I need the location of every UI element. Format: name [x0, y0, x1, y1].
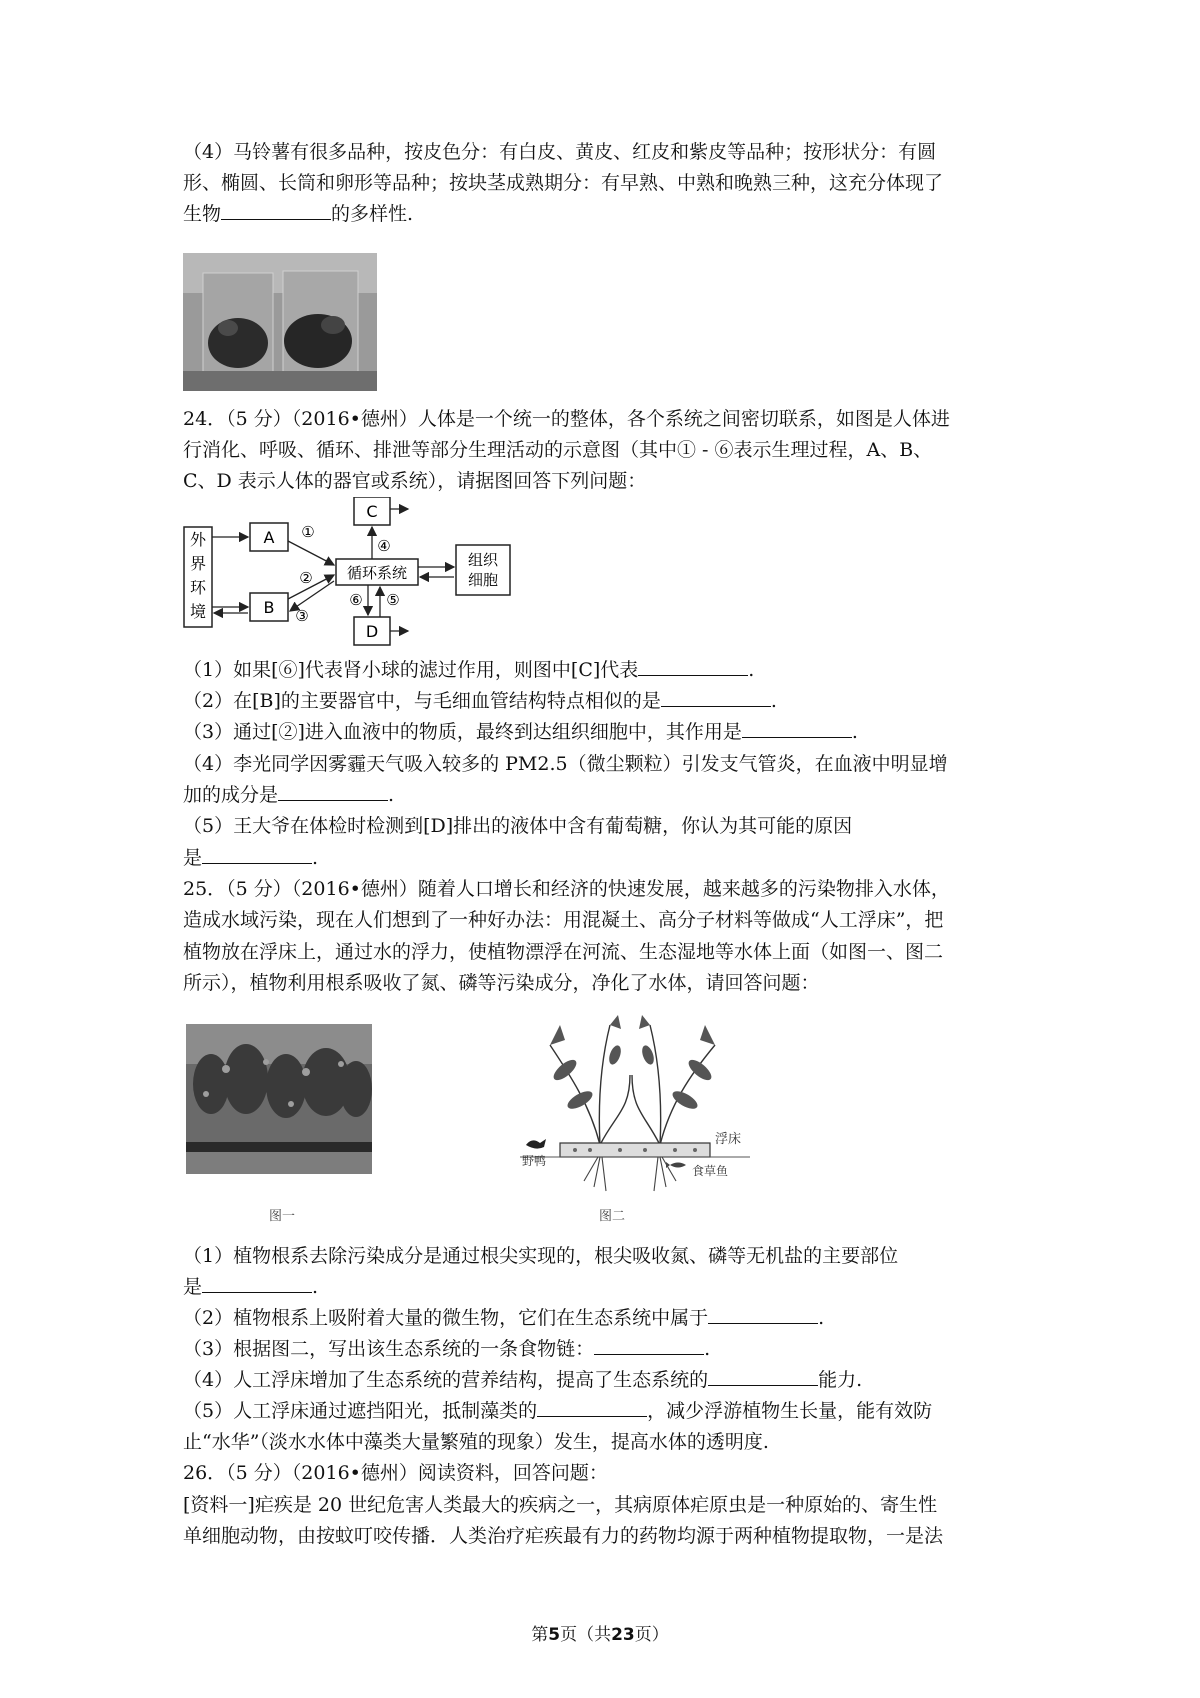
q25-text-line-4: 所示），植物利用根系吸收了氮、磷等污染成分，净化了水体，请回答问题：: [183, 972, 820, 994]
answer-blank[interactable]: [708, 1365, 818, 1386]
q24-text-line-1: 24．（5 分）（2016•德州）人体是一个统一的整体，各个系统之间密切联系，如图是人体进: [183, 408, 950, 430]
wild-duck-label: 野鸭: [522, 1154, 547, 1168]
organ-a-label: A: [263, 528, 275, 547]
process-3-label: ③: [295, 607, 309, 625]
q25-sub-3-text: （3）根据图二，写出该生态系统的一条食物链：: [183, 1338, 595, 1360]
q24-sub-5-line-1: （5）王大爷在体检时检测到[D]排出的液体中含有葡萄糖，你认为其可能的原因: [183, 815, 853, 837]
answer-blank[interactable]: [202, 1272, 312, 1293]
q24-sub-3: [183, 717, 858, 747]
q24-text-line-2: 行消化、呼吸、循环、排泄等部分生理活动的示意图（其中① - ⑥表示生理过程，A、B、: [183, 439, 933, 461]
answer-blank[interactable]: [742, 717, 852, 738]
q24-sub-5-text: 是: [183, 847, 203, 869]
q26-text-line-3: 单细胞动物，由按蚊叮咬传播．人类治疗疟疾最有力的药物均源于两种植物提取物，一是法: [183, 1525, 944, 1547]
tissue-cell-label-2: 细胞: [467, 571, 499, 589]
q25-sub-1-text: 是: [183, 1276, 203, 1298]
answer-blank[interactable]: [278, 780, 388, 801]
process-1-label: ①: [301, 523, 315, 541]
q24-sub-4-line-1: （4）李光同学因雾霾天气吸入较多的 PM2.5（微尘颗粒）引发支气管炎，在血液中明显增: [183, 753, 948, 775]
q24-text-line-3: C、D 表示人体的器官或系统），请据图回答下列问题：: [183, 470, 647, 492]
tissue-cell-label-1: 组织: [467, 551, 499, 569]
q26-text-line-1: 26．（5 分）（2016•德州）阅读资料，回答问题：: [183, 1462, 608, 1484]
environment-label-3: 环: [189, 578, 207, 597]
answer-blank[interactable]: [221, 199, 331, 220]
potato-plant-photo: [183, 253, 377, 391]
q25-sub-4: [183, 1365, 862, 1395]
q25-text-line-1: 25．（5 分）（2016•德州）随着人口增长和经济的快速发展，越来越多的污染物排入水体，: [183, 878, 950, 900]
footer-suffix: 页）: [634, 1625, 669, 1645]
q23-text-prefix: 生物: [183, 203, 222, 225]
figure-1-caption-text: 图一: [268, 1209, 296, 1224]
floating-bed-label: 浮床: [715, 1132, 742, 1147]
q24-sub-3-text: （3）通过[②]进入血液中的物质，最终到达组织细胞中，其作用是: [183, 721, 742, 743]
q25-sub-1-line-1: （1）植物根系去除污染成分是通过根尖实现的，根尖吸收氮、磷等无机盐的主要部位: [183, 1245, 899, 1267]
answer-blank[interactable]: [638, 655, 748, 676]
answer-blank[interactable]: [537, 1396, 647, 1417]
q25-sub-3: [183, 1334, 710, 1364]
q23-text-line-2: 形、椭圆、长筒和卵形等品种；按块茎成熟期分：有早熟、中熟和晚熟三种，这充分体现了: [183, 172, 944, 194]
q25-sub-2-end: .: [818, 1307, 825, 1329]
q25-sub-2-text: （2）植物根系上吸附着大量的微生物，它们在生态系统中属于: [183, 1307, 709, 1329]
q25-sub-3-end: .: [704, 1338, 711, 1360]
q25-sub-2: [183, 1303, 824, 1333]
q24-sub-2: [183, 686, 777, 716]
q25-sub-1-end: .: [312, 1276, 319, 1298]
answer-blank[interactable]: [202, 843, 312, 864]
q25-sub-1-line-2: [183, 1272, 318, 1302]
q24-sub-2-end: .: [770, 690, 777, 712]
footer-prefix: 第: [531, 1625, 549, 1645]
floating-bed-drawing: [520, 1015, 750, 1195]
q25-sub-5-line-1: [183, 1396, 932, 1426]
footer-total-pages: 23: [611, 1625, 635, 1645]
q23-text-suffix: 的多样性.: [331, 203, 414, 225]
environment-label-2: 界: [189, 554, 207, 573]
process-2-label: ②: [299, 569, 313, 587]
q25-sub-4-text: （4）人工浮床增加了生态系统的营养结构，提高了生态系统的: [183, 1369, 709, 1391]
q26-text-line-2: [资料一]疟疾是 20 世纪危害人类最大的疾病之一，其病原体疟原虫是一种原始的、寄生性: [183, 1494, 938, 1516]
q24-sub-1: [183, 655, 754, 685]
q24-sub-4-text: 加的成分是: [183, 784, 279, 806]
organ-d-label: D: [365, 622, 379, 641]
environment-label-1: 外: [189, 530, 207, 549]
environment-label-4: 境: [189, 602, 207, 621]
answer-blank[interactable]: [661, 686, 771, 707]
q24-sub-4-end: .: [388, 784, 395, 806]
q25-sub-5-line-2: 止“水华”（淡水水体中藻类大量繁殖的现象）发生，提高水体的透明度.: [183, 1431, 769, 1453]
figure-2-caption-text: 图二: [598, 1209, 626, 1224]
q25-text-line-3: 植物放在浮床上，通过水的浮力，使植物漂浮在河流、生态湿地等水体上面（如图一、图二: [183, 941, 944, 963]
q24-sub-1-text: （1）如果[⑥]代表肾小球的滤过作用，则图中[C]代表: [183, 659, 639, 681]
answer-blank[interactable]: [594, 1334, 704, 1355]
circulatory-system-label: 循环系统: [346, 564, 408, 582]
footer-page-number: 5: [548, 1625, 561, 1645]
answer-blank[interactable]: [708, 1303, 818, 1324]
q24-sub-1-end: .: [748, 659, 755, 681]
organ-b-label: B: [263, 598, 275, 617]
q24-sub-5-end: .: [312, 847, 319, 869]
page-footer: [0, 1620, 1200, 1645]
floating-bed-photo: [186, 1024, 372, 1174]
footer-middle: 页（共: [560, 1625, 612, 1645]
process-5-label: ⑤: [386, 591, 400, 609]
process-6-label: ⑥: [349, 591, 363, 609]
herbivorous-fish-label: 食草鱼: [692, 1164, 729, 1178]
figure-1-caption: [262, 1205, 302, 1225]
figure-2-caption: [592, 1205, 632, 1225]
q24-sub-3-end: .: [851, 721, 858, 743]
q25-sub-5-text-after: ，减少浮游植物生长量，能有效防: [647, 1400, 933, 1422]
q25-text-line-2: 造成水域污染，现在人们想到了一种好办法：用混凝土、高分子材料等做成“人工浮床”，把: [183, 909, 944, 931]
physiology-diagram: [182, 497, 522, 649]
q23-text-line-3: [183, 199, 413, 229]
q25-sub-5-text: （5）人工浮床通过遮挡阳光，抵制藻类的: [183, 1400, 538, 1422]
organ-c-label: C: [366, 502, 378, 521]
q24-sub-4-line-2: [183, 780, 394, 810]
q25-sub-4-end: 能力.: [818, 1369, 863, 1391]
q24-sub-5-line-2: [183, 843, 318, 873]
process-4-label: ④: [377, 537, 391, 555]
q24-sub-2-text: （2）在[B]的主要器官中，与毛细血管结构特点相似的是: [183, 690, 661, 712]
q23-text-line-1: （4）马铃薯有很多品种，按皮色分：有白皮、黄皮、红皮和紫皮等品种；按形状分：有圆: [183, 141, 937, 163]
